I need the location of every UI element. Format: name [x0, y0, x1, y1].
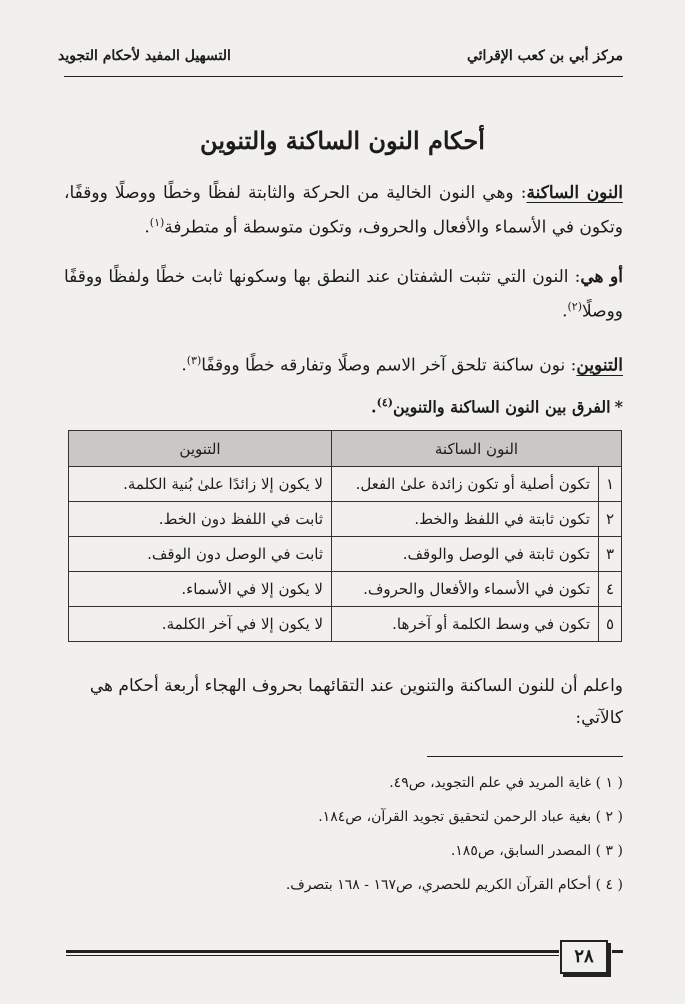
- comparison-table: [68, 430, 622, 642]
- row-number: ١: [599, 467, 622, 502]
- cell-tanween: لا يكون إلا في آخر الكلمة.: [69, 607, 332, 642]
- period: .: [181, 355, 187, 376]
- cell-tanween: ثابت في الوصل دون الوقف.: [69, 537, 332, 572]
- section-heading: [64, 396, 623, 416]
- row-number: ٢: [599, 502, 622, 537]
- table-row: [69, 607, 622, 642]
- footer-rule-thin: [66, 955, 559, 956]
- footnotes: [64, 766, 623, 902]
- definition-tanween: [64, 346, 623, 381]
- definition-alternative: [64, 262, 623, 327]
- lead-aw-hiya: أو هي: [580, 267, 623, 287]
- row-number: ٥: [599, 607, 622, 642]
- footnote-ref-4[interactable]: (٤): [376, 396, 393, 409]
- footnote-ref-2[interactable]: (٢): [567, 300, 582, 313]
- footer-rule-right: [612, 950, 623, 953]
- period: .: [144, 217, 150, 238]
- header-nun-sakinah: النون الساكنة: [332, 431, 622, 467]
- header-tanween: التنوين: [69, 431, 332, 467]
- table-row: [69, 502, 622, 537]
- row-number: ٤: [599, 572, 622, 607]
- table-row: [69, 537, 622, 572]
- footnote-item: ( ٤ ) أحكام القرآن الكريم للحصري، ص١٦٧ - ١٦٨ بتصرف.: [285, 877, 623, 893]
- cell-tanween: لا يكون إلا زائدًا علىٰ بُنية الكلمة.: [69, 467, 332, 502]
- cell-tanween: لا يكون إلا في الأسماء.: [69, 572, 332, 607]
- cell-nun-sakinah: تكون في وسط الكلمة أو آخرها.: [332, 607, 599, 642]
- footnote-item: ( ٢ ) بغية عباد الرحمن لتحقيق تجويد القرآن، ص١٨٤.: [318, 809, 623, 825]
- cell-nun-sakinah: تكون أصلية أو تكون زائدة علىٰ الفعل.: [332, 467, 599, 502]
- definition-text: : نون ساكنة تلحق آخر الاسم وصلًا وتفارقه خطًا ووقفًا: [201, 355, 577, 376]
- header-rule: [64, 76, 623, 77]
- section-title: الفرق بين النون الساكنة والتنوين: [392, 397, 611, 417]
- header-center-name: مركز أبي بن كعب الإقرائي: [466, 48, 623, 64]
- header-book-title: التسهيل المفيد لأحكام التجويد: [58, 48, 231, 64]
- footnote-item: ( ١ ) غاية المريد في علم التجويد، ص٤٩.: [389, 775, 623, 791]
- page-number: ٢٨: [560, 940, 608, 974]
- star-bullet: *: [614, 397, 623, 417]
- definition-text: : وهي النون الخالية من الحركة والثابتة لفظًا وخطًا ووصلًا ووقفًا، وتكون في الأسماء والأفعال والحروف، وتكون متوسطة أو متطرفة: [64, 183, 623, 238]
- cell-nun-sakinah: تكون ثابتة في اللفظ والخط.: [332, 502, 599, 537]
- table-header-row: [69, 431, 622, 467]
- term-tanween: التنوين: [576, 355, 623, 376]
- footer-rule: [66, 950, 559, 953]
- table-row: [69, 467, 622, 502]
- footnote-ref-1[interactable]: (١): [149, 216, 165, 229]
- table-row: [69, 572, 622, 607]
- term-nun-sakinah: النون الساكنة: [526, 183, 623, 203]
- running-header: [58, 46, 623, 72]
- footnote-ref-3[interactable]: (٣): [186, 354, 202, 367]
- cell-tanween: ثابت في اللفظ دون الخط.: [69, 502, 332, 537]
- closing-paragraph: واعلم أن للنون الساكنة والتنوين عند التقائهما بحروف الهجاء أربعة أحكام هي كالآتي:: [89, 676, 623, 728]
- cell-nun-sakinah: تكون ثابتة في الوصل والوقف.: [332, 537, 599, 572]
- definition-text: : النون التي تثبت الشفتان عند النطق بها وسكونها ثابت خطًا ولفظًا ووقفًا ووصلًا: [64, 267, 623, 322]
- footnote-separator: [427, 756, 623, 757]
- period: .: [371, 397, 377, 417]
- row-number: ٣: [599, 537, 622, 572]
- definition-nun-sakinah: [64, 178, 623, 243]
- footnote-item: ( ٣ ) المصدر السابق، ص١٨٥.: [450, 843, 623, 859]
- period: .: [562, 301, 568, 322]
- chapter-title: أحكام النون الساكنة والتنوين: [200, 126, 485, 155]
- cell-nun-sakinah: تكون في الأسماء والأفعال والحروف.: [332, 572, 599, 607]
